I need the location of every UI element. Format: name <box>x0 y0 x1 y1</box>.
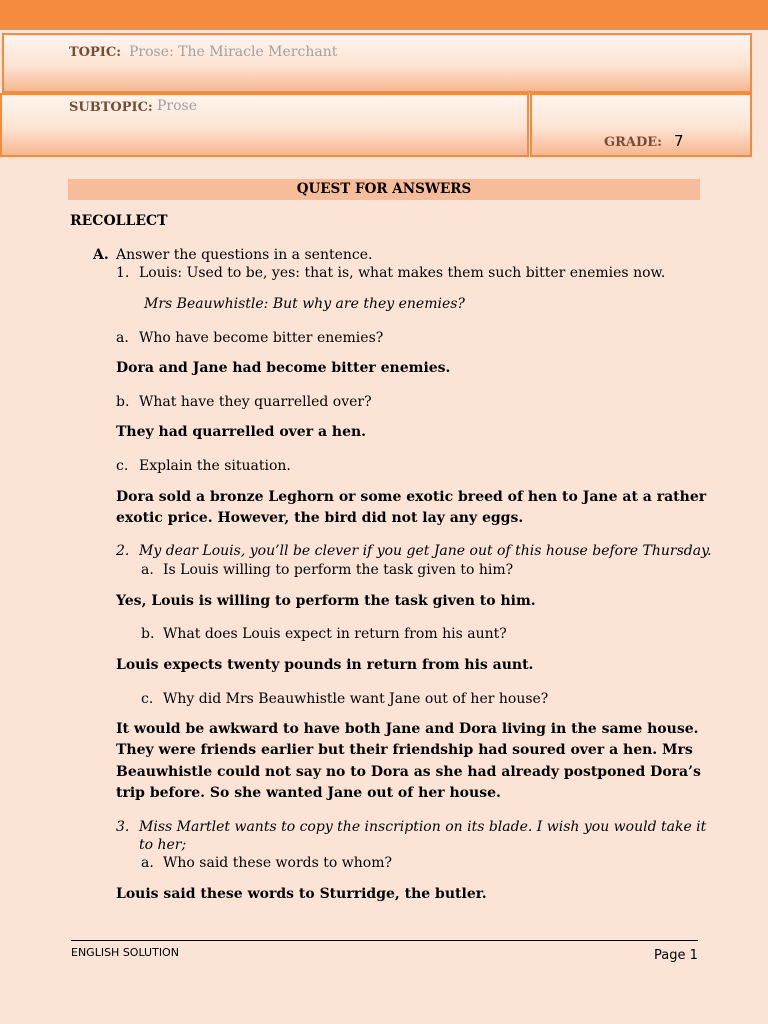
q1b-marker: b. <box>116 394 130 410</box>
topic-box <box>2 33 752 93</box>
q3a-question: Who said these words to whom? <box>163 855 392 871</box>
page-number: Page 1 <box>654 948 698 963</box>
q2a-answer: Yes, Louis is willing to perform the task given to him. <box>116 593 536 609</box>
q1-number: 1. <box>116 265 130 281</box>
topic-label: TOPIC: <box>69 45 121 60</box>
q2c-answer-line2: They were friends earlier but their friendship had soured over a hen. Mrs <box>116 742 693 758</box>
q2c-answer-line3: Beauwhistle could not say no to Dora as she had already postponed Dora’s <box>116 764 701 780</box>
q2c-marker: c. <box>141 691 154 707</box>
q1a-answer: Dora and Jane had become bitter enemies. <box>116 360 451 376</box>
q1c-answer-line1: Dora sold a bronze Leghorn or some exotic breed of hen to Jane at a rather <box>116 489 707 505</box>
q2c-answer-line4: trip before. So she wanted Jane out of her house. <box>116 785 501 801</box>
top-color-bar <box>0 0 768 30</box>
subtopic-value: Prose <box>157 98 198 114</box>
section-heading: RECOLLECT <box>70 213 168 229</box>
part-a-marker: A. <box>93 247 109 263</box>
footer-title: ENGLISH SOLUTION <box>71 946 179 959</box>
topic-value: Prose: The Miracle Merchant <box>129 44 338 60</box>
q1c-marker: c. <box>116 458 129 474</box>
q1c-question: Explain the situation. <box>139 458 291 474</box>
q1c-answer-line2: exotic price. However, the bird did not lay any eggs. <box>116 510 524 526</box>
q3-quote-line1: Miss Martlet wants to copy the inscription on its blade. I wish you would take it <box>139 819 707 835</box>
grade-value: 7 <box>674 132 684 150</box>
q1a-marker: a. <box>116 330 129 346</box>
section-band: QUEST FOR ANSWERS <box>68 179 700 200</box>
q2b-question: What does Louis expect in return from his aunt? <box>163 626 507 642</box>
part-a-instruction: Answer the questions in a sentence. <box>116 247 373 263</box>
q1-quote-line2: Mrs Beauwhistle: But why are they enemies? <box>144 296 465 312</box>
footer-divider <box>71 940 698 941</box>
q1b-question: What have they quarrelled over? <box>139 394 372 410</box>
q3-number: 3. <box>116 819 130 835</box>
q2c-answer-line1: It would be awkward to have both Jane and Dora living in the same house. <box>116 721 699 737</box>
q2b-marker: b. <box>141 626 155 642</box>
q2a-question: Is Louis willing to perform the task given to him? <box>163 562 514 578</box>
grade-label: GRADE: <box>604 135 662 150</box>
q3a-answer: Louis said these words to Sturridge, the butler. <box>116 886 487 902</box>
q2-number: 2. <box>116 543 130 559</box>
q1-quote-line1: Louis: Used to be, yes: that is, what makes them such bitter enemies now. <box>139 265 666 281</box>
q2c-question: Why did Mrs Beauwhistle want Jane out of her house? <box>163 691 549 707</box>
q3-quote-line2: to her; <box>139 837 187 853</box>
subtopic-label: SUBTOPIC: <box>69 100 153 115</box>
q2b-answer: Louis expects twenty pounds in return from his aunt. <box>116 657 534 673</box>
q1a-question: Who have become bitter enemies? <box>139 330 384 346</box>
q2-quote: My dear Louis, you’ll be clever if you get Jane out of this house before Thursday. <box>139 543 712 559</box>
q2a-marker: a. <box>141 562 154 578</box>
q1b-answer: They had quarrelled over a hen. <box>116 424 367 440</box>
q3a-marker: a. <box>141 855 154 871</box>
